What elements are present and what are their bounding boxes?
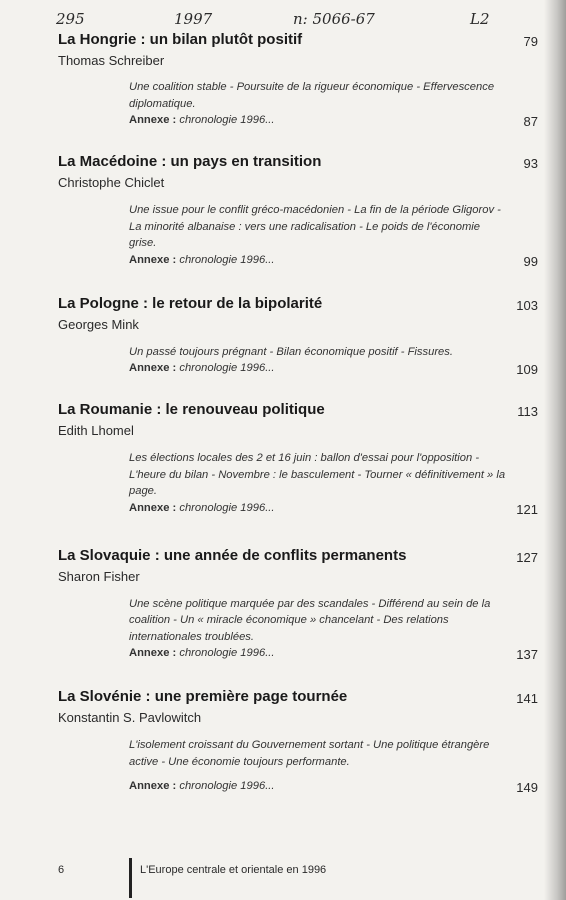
entry-author: Konstantin S. Pavlowitch — [58, 710, 202, 725]
annex-text: chronologie 1996... — [179, 114, 275, 126]
entry-author: Georges Mink — [58, 316, 139, 332]
page-edge-shadow — [544, 0, 566, 900]
entry-annex — [129, 645, 538, 661]
entry-summary: Une issue pour le conflit gréco-macédonien - La fin de la période Gligorov - La minorité albanaise : vers une radicalisation - Le poids de l'économie grise. — [129, 204, 501, 249]
handwritten-annotations — [0, 6, 566, 32]
toc-entry-roumanie — [58, 400, 538, 516]
entry-title: La Slovénie : une première page tournée — [58, 688, 348, 705]
annex-page-number: 99 — [523, 253, 538, 269]
entry-page-number: 103 — [516, 297, 538, 313]
entry-summary: Les élections locales des 2 et 16 juin : ballon d'essai pour l'opposition - L'heure du bilan - Novembre : le basculement - Tourner « définitivement » la page. — [129, 452, 506, 497]
table-of-contents — [58, 30, 538, 794]
entry-title: La Slovaquie : une année de conflits permanents — [58, 546, 407, 564]
annex-page-number: 109 — [516, 362, 538, 377]
toc-entry-slovaquie — [58, 546, 538, 662]
entry-annex — [129, 112, 538, 128]
footer-rule — [129, 858, 132, 898]
annex-page-number: 149 — [516, 780, 538, 795]
page-footer — [58, 858, 508, 898]
entry-annex — [129, 500, 538, 516]
entry-page-number: 93 — [523, 156, 538, 171]
annex-label: Annexe : — [129, 501, 177, 514]
entry-summary: Un passé toujours prégnant - Bilan économique positif - Fissures. — [129, 345, 453, 358]
entry-author: Christophe Chiclet — [58, 175, 165, 190]
annex-label: Annexe : — [129, 362, 177, 374]
entry-title: La Roumanie : le renouveau politique — [58, 401, 325, 418]
footer-page-number: 6 — [58, 864, 65, 876]
entry-author: Thomas Schreiber — [58, 53, 165, 68]
entry-summary: Une scène politique marquée par des scandales - Différend au sein de la coalition - Un « miracle économique » chancelant - Des relations internationales troublées. — [129, 597, 491, 643]
entry-page-number: 113 — [517, 404, 538, 419]
annex-label: Annexe : — [129, 114, 177, 126]
annex-text: chronologie 1996... — [179, 253, 275, 266]
annex-label: Annexe : — [129, 253, 177, 266]
entry-annex — [129, 778, 538, 794]
annex-text: chronologie 1996... — [179, 362, 275, 374]
toc-entry-hongrie — [58, 30, 538, 128]
entry-author: Sharon Fisher — [58, 568, 140, 584]
entry-page-number: 79 — [523, 34, 538, 49]
annex-label: Annexe : — [129, 647, 177, 659]
entry-annex — [129, 252, 538, 268]
entry-author: Edith Lhomel — [58, 423, 134, 438]
handwritten-note: 295 — [56, 10, 85, 28]
handwritten-note: L2 — [470, 10, 490, 28]
entry-page-number: 141 — [516, 691, 538, 706]
entry-title: La Macédoine : un pays en transition — [58, 153, 322, 170]
entry-title: La Hongrie : un bilan plutôt positif — [58, 31, 303, 48]
annex-text: chronologie 1996... — [179, 780, 275, 792]
toc-entry-pologne — [58, 294, 538, 377]
entry-annex — [129, 360, 538, 376]
entry-summary: L'isolement croissant du Gouvernement sortant - Une politique étrangère active - Une économie toujours performante. — [129, 739, 490, 768]
handwritten-note: 1997 — [174, 10, 213, 28]
entry-title: La Pologne : le retour de la bipolarité — [58, 294, 323, 312]
annex-page-number: 137 — [516, 647, 538, 662]
handwritten-note: n: 5066-67 — [293, 10, 375, 28]
annex-page-number: 87 — [523, 114, 538, 129]
toc-entry-macedoine — [58, 152, 538, 268]
entry-page-number: 127 — [516, 549, 538, 565]
footer-book-title: L'Europe centrale et orientale en 1996 — [140, 864, 327, 876]
annex-text: chronologie 1996... — [179, 501, 275, 514]
annex-page-number: 121 — [516, 501, 538, 517]
annex-text: chronologie 1996... — [179, 647, 275, 659]
entry-summary: Une coalition stable - Poursuite de la rigueur économique - Effervescence diplomatique. — [129, 81, 495, 110]
annex-label: Annexe : — [129, 780, 177, 792]
toc-entry-slovenie — [58, 687, 538, 794]
